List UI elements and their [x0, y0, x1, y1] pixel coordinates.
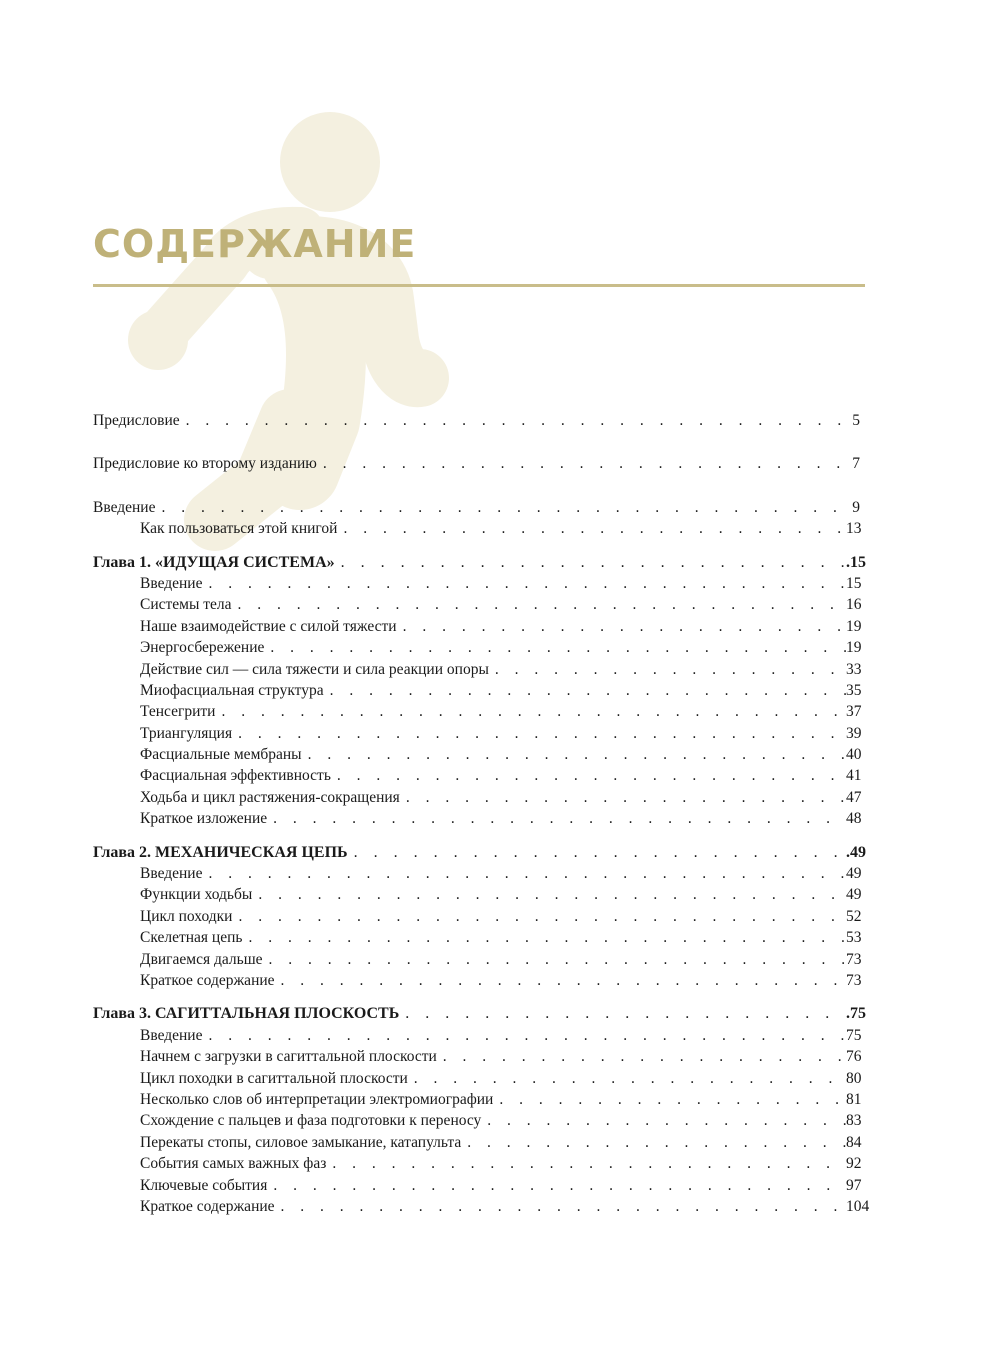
toc-entry-how-to-use[interactable]: [93, 518, 860, 539]
toc-page-number: 33: [846, 660, 862, 678]
toc-entry[interactable]: [93, 1025, 860, 1046]
dot-leader: [269, 808, 846, 829]
toc-page-number: 5: [852, 412, 860, 429]
toc-page-number: 19: [846, 617, 862, 635]
toc-page-number: 83: [846, 1112, 862, 1130]
toc-page-number: 15: [846, 574, 862, 592]
dot-leader: [234, 723, 846, 744]
dot-leader: [204, 1025, 846, 1046]
toc-entry[interactable]: [93, 616, 860, 637]
toc-page-number: 41: [846, 767, 862, 785]
toc-page-number: 104: [846, 1197, 870, 1215]
dot-leader: [319, 453, 846, 474]
toc-entry-label: Действие сил — сила тяжести и сила реакции опоры: [140, 660, 489, 678]
toc-page-number: 73: [846, 950, 862, 968]
dot-leader: [265, 949, 846, 970]
toc-entry-label: Как пользоваться этой книгой: [140, 520, 338, 538]
toc-page-number: 97: [846, 1176, 862, 1194]
dot-leader: [157, 497, 846, 518]
toc-entry-label: Системы тела: [140, 596, 232, 614]
toc-entry[interactable]: [93, 1046, 860, 1067]
toc-entry-label: Краткое содержание: [140, 971, 275, 989]
toc-entry-label: Функции ходьбы: [140, 886, 253, 904]
toc-chapter-3[interactable]: [93, 1003, 866, 1024]
toc-entry-preface[interactable]: [93, 410, 860, 431]
toc-entry-label: Цикл походки в сагиттальной плоскости: [140, 1069, 408, 1087]
toc-entry[interactable]: [93, 949, 860, 970]
dot-leader: [402, 787, 846, 808]
toc-entry[interactable]: [93, 906, 860, 927]
toc-entry-label: Ключевые события: [140, 1176, 268, 1194]
toc-entry-label: Начнем с загрузки в сагиттальной плоскости: [140, 1048, 437, 1066]
toc-page-number: .49: [846, 843, 866, 861]
toc-page-number: 37: [846, 703, 862, 721]
toc-page-number: 92: [846, 1155, 862, 1173]
toc-entry-label: Несколько слов об интерпретации электромиографии: [140, 1090, 494, 1108]
dot-leader: [483, 1110, 846, 1131]
toc-page-number: .75: [846, 1005, 866, 1023]
toc-entry-label: Введение: [140, 1026, 203, 1044]
toc-page-number: 13: [846, 520, 862, 538]
toc-entry-label: Предисловие ко второму изданию: [93, 455, 317, 473]
dot-leader: [339, 518, 846, 539]
dot-leader: [277, 1196, 846, 1217]
dot-leader: [401, 1003, 846, 1024]
toc-page-number: 39: [846, 724, 862, 742]
title-divider: [93, 284, 865, 287]
toc-entry-label: Предисловие: [93, 412, 180, 429]
dot-leader: [269, 1175, 846, 1196]
toc-entry-label: Тенсегрити: [140, 703, 216, 721]
dot-leader: [234, 906, 846, 927]
toc-page-number: 53: [846, 929, 862, 947]
dot-leader: [333, 765, 846, 786]
toc-page-number: 81: [846, 1090, 862, 1108]
toc-entry-label: Двигаемся дальше: [140, 950, 263, 968]
toc-entry-introduction[interactable]: [93, 497, 860, 518]
dot-leader: [439, 1046, 846, 1067]
dot-leader: [234, 594, 846, 615]
toc-entry-label: Фасциальная эффективность: [140, 767, 331, 785]
toc-entry[interactable]: [93, 808, 860, 829]
toc-page-number: 7: [852, 455, 860, 473]
dot-leader: [410, 1068, 846, 1089]
dot-leader: [182, 410, 846, 431]
dot-leader: [337, 552, 846, 573]
toc-entry[interactable]: [93, 594, 860, 615]
toc-entry[interactable]: [93, 1153, 860, 1174]
toc-entry[interactable]: [93, 787, 860, 808]
toc-entry[interactable]: [93, 680, 860, 701]
toc-entry[interactable]: [93, 1110, 860, 1131]
toc-chapter-label: Глава 1. «ИДУЩАЯ СИСТЕМА»: [93, 553, 335, 571]
toc-entry-label: Энергосбережение: [140, 639, 265, 657]
dot-leader: [204, 573, 846, 594]
dot-leader: [328, 1153, 846, 1174]
toc-entry[interactable]: [93, 863, 860, 884]
toc-entry[interactable]: [93, 637, 860, 658]
dot-leader: [491, 659, 846, 680]
dot-leader: [495, 1089, 846, 1110]
toc-entry[interactable]: [93, 1068, 860, 1089]
toc-entry-label: Схождение с пальцев и фаза подготовки к переносу: [140, 1112, 482, 1130]
toc-entry-label: Введение: [93, 498, 156, 516]
dot-leader: [254, 884, 846, 905]
toc-page-number: 9: [852, 498, 860, 516]
toc-page-number: 84: [846, 1133, 862, 1151]
dot-leader: [204, 863, 846, 884]
toc-entry[interactable]: [93, 701, 860, 722]
dot-leader: [217, 701, 846, 722]
toc-entry-label: Триангуляция: [140, 724, 233, 742]
toc-page-number: 40: [846, 746, 862, 764]
toc-entry[interactable]: [93, 927, 860, 948]
toc-entry-label: Перекаты стопы, силовое замыкание, катапульта: [140, 1133, 462, 1151]
toc-entry[interactable]: [93, 765, 860, 786]
toc-page-number: 75: [846, 1026, 862, 1044]
toc-entry[interactable]: [93, 659, 860, 680]
toc-page-number: 19: [846, 639, 862, 657]
toc-entry-label: Фасциальные мембраны: [140, 746, 302, 764]
toc-entry-label: Наше взаимодействие с силой тяжести: [140, 617, 397, 635]
dot-leader: [304, 744, 846, 765]
toc-entry-label: Краткое изложение: [140, 810, 268, 828]
toc-entry-label: Введение: [140, 574, 203, 592]
toc-entry[interactable]: [93, 1132, 860, 1153]
toc-entry-label: Миофасциальная структура: [140, 681, 324, 699]
dot-leader: [277, 970, 846, 991]
table-of-contents: [93, 410, 870, 1217]
dot-leader: [399, 616, 846, 637]
toc-entry[interactable]: [93, 573, 860, 594]
toc-page-number: 35: [846, 681, 862, 699]
toc-chapter-2[interactable]: [93, 842, 866, 863]
toc-entry-label: Введение: [140, 865, 203, 883]
toc-page-number: 73: [846, 971, 862, 989]
toc-entry-label: Ходьба и цикл растяжения-сокращения: [140, 788, 400, 806]
toc-page-number: 52: [846, 907, 862, 925]
toc-entry[interactable]: [93, 1175, 860, 1196]
toc-entry[interactable]: [93, 884, 860, 905]
toc-entry-label: Цикл походки: [140, 907, 233, 925]
toc-entry-label: Краткое содержание: [140, 1197, 275, 1215]
toc-page-number: 47: [846, 788, 862, 806]
toc-entry[interactable]: [93, 970, 860, 991]
toc-page-number: 80: [846, 1069, 862, 1087]
toc-page-number: 16: [846, 596, 862, 614]
toc-entry-label: События самых важных фаз: [140, 1155, 327, 1173]
toc-entry[interactable]: [93, 1196, 870, 1217]
toc-entry-label: Скелетная цепь: [140, 929, 243, 947]
toc-page-number: 49: [846, 886, 862, 904]
dot-leader: [326, 680, 846, 701]
toc-page-number: 49: [846, 865, 862, 883]
toc-page-number: 48: [846, 810, 862, 828]
dot-leader: [463, 1132, 846, 1153]
dot-leader: [266, 637, 846, 658]
toc-chapter-1[interactable]: [93, 552, 866, 573]
toc-entry-preface-second-edition[interactable]: [93, 453, 860, 474]
toc-entry[interactable]: [93, 723, 860, 744]
page-title: СОДЕРЖАНИЕ: [93, 222, 417, 266]
dot-leader: [244, 927, 846, 948]
dot-leader: [350, 842, 846, 863]
toc-page-number: .15: [846, 553, 866, 571]
toc-chapter-label: Глава 2. МЕХАНИЧЕСКАЯ ЦЕПЬ: [93, 843, 348, 861]
toc-page-number: 76: [846, 1048, 862, 1066]
toc-entry[interactable]: [93, 1089, 860, 1110]
toc-chapter-label: Глава 3. САГИТТАЛЬНАЯ ПЛОСКОСТЬ: [93, 1005, 400, 1023]
toc-entry[interactable]: [93, 744, 860, 765]
